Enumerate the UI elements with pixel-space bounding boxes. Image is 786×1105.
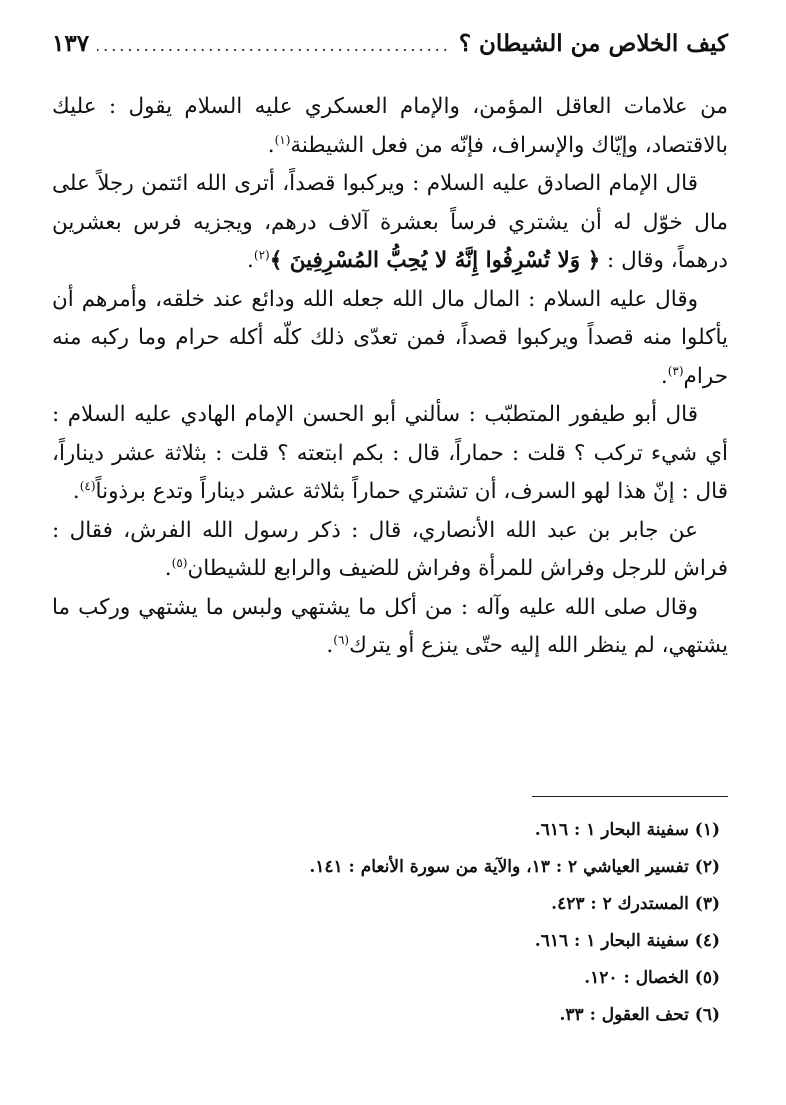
footnote-ref-3: (٣) (667, 363, 684, 378)
paragraph-3 (52, 281, 728, 397)
paragraph-6 (52, 589, 728, 666)
footnote-ref-6: (٦) (333, 632, 350, 647)
book-page (52, 30, 728, 666)
paragraph-text: من علامات العاقل المؤمن، والإمام العسكري عليه السلام يقول : عليك بالاقتصاد، وإيّاك والإسراف، فإنّه من فعل الشيطنة (52, 94, 728, 158)
paragraph-text: وقال عليه السلام : المال مال الله جعله الله ودائع عند خلقه، وأمرهم أن يأكلوا منه قصداً ويركبوا قصداً، فمن تعدّى ذلك كلّه أكله حرام وما ركبه منه حرام (52, 286, 728, 389)
paragraph-text: قال الإمام الصادق عليه السلام : ويركبوا قصداً، أترى الله ائتمن رجلاً على مال خوّل له أن يشتري فرساً بعشرة آلاف درهم، ويجزيه فرس بعشرين درهماً، وقال : (52, 171, 728, 273)
paragraph-tail: . (267, 132, 275, 158)
body-text (52, 88, 728, 666)
paragraph-1 (52, 88, 728, 165)
paragraph-text: عن جابر بن عبد الله الأنصاري، قال : ذكر رسول الله الفرش، فقال : فراش للرجل وفراش للمرأة وفراش للضيف والرابع للشيطان (52, 517, 728, 581)
running-header (52, 30, 728, 76)
footnote-1: (١) سفينة البحار ١ : ٦١٦. (534, 820, 720, 840)
footnote-3: (٣) المستدرك ٢ : ٤٢٣. (551, 894, 720, 914)
paragraph-tail: . (247, 248, 254, 273)
paragraph-text: قال أبو طيفور المتطبّب : سألني أبو الحسن الإمام الهادي عليه السلام : أي شيء تركب ؟ قلت : حماراً، قال : بكم ابتعته ؟ قلت : بثلاثة عشر ديناراً، قال : إنّ هذا لهو السرف، أن تشتري حماراً بثلاثة عشر ديناراً وتدع برذوناً (52, 402, 728, 504)
paragraph-tail: . (326, 633, 334, 658)
quran-verse: ﴿ وَلا تُسْرِفُوا إِنَّهُ لا يُحِبُّ المُسْرِفِينَ ﴾ (269, 248, 601, 273)
footnote-6: (٦) تحف العقول : ٣٣. (559, 1005, 720, 1025)
footnote-ref-5: (٥) (171, 555, 188, 570)
footnote-divider (532, 796, 728, 797)
footnote-ref-1: (١) (274, 132, 291, 147)
footnote-2: (٢) تفسير العياشي ٢ : ١٣، والآية من سورة الأنعام : ١٤١. (309, 857, 720, 877)
page-number: ١٣٧ (52, 30, 90, 57)
paragraph-tail: . (164, 556, 172, 581)
paragraph-5 (52, 512, 728, 589)
footnote-5: (٥) الخصال : ١٢٠. (584, 968, 720, 988)
header-leader-dots (97, 36, 451, 55)
footnote-ref-2: (٢) (253, 247, 270, 262)
paragraph-tail: . (72, 479, 80, 504)
footnote-4: (٤) سفينة البحار ١ : ٦١٦. (534, 931, 720, 951)
footnotes (40, 812, 720, 1034)
footnote-ref-4: (٤) (79, 478, 96, 493)
paragraph-2 (52, 165, 728, 281)
paragraph-text: وقال صلى الله عليه وآله : من أكل ما يشتهي ولبس ما يشتهي وركب ما يشتهي، لم ينظر الله إليه حتّى ينزع أو يترك (52, 594, 728, 658)
paragraph-tail: . (660, 363, 668, 389)
paragraph-4 (52, 396, 728, 512)
chapter-title: كيف الخلاص من الشيطان ؟ (458, 30, 728, 57)
